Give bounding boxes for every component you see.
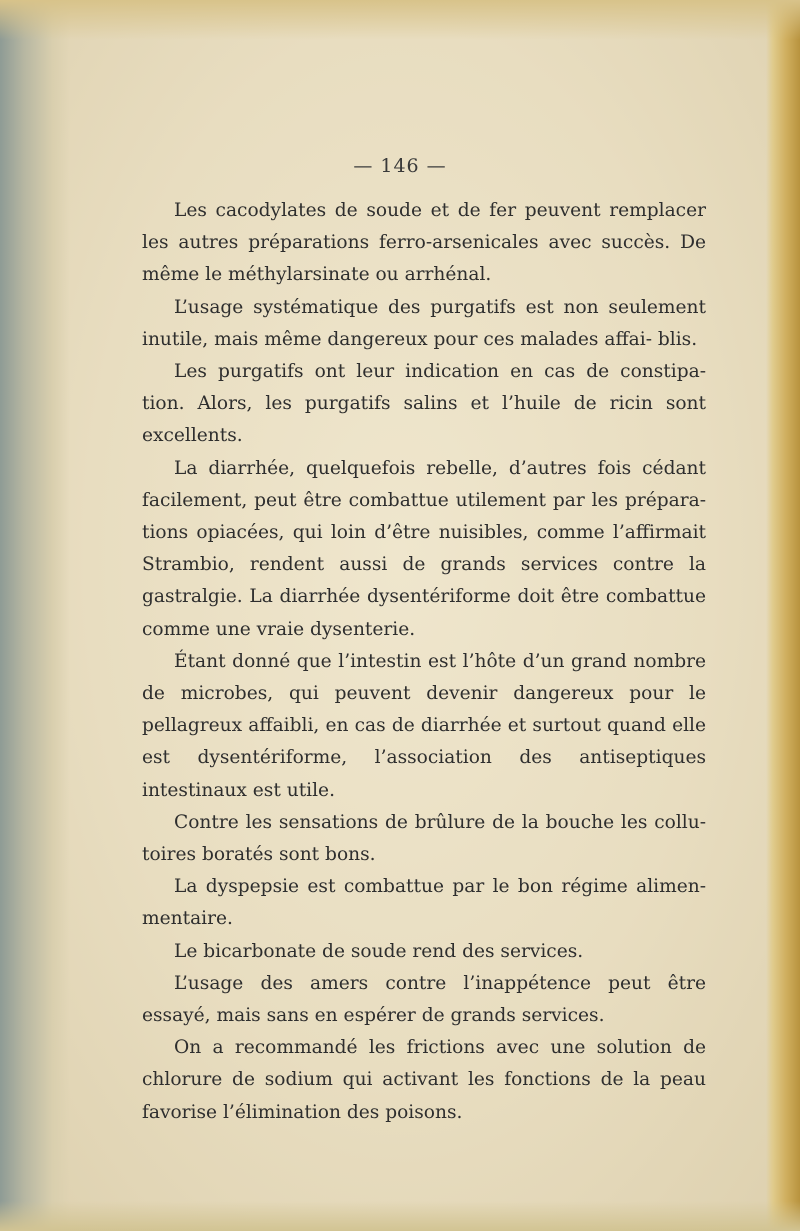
page-number: — 146 — (353, 155, 447, 177)
page-edge-top (0, 0, 800, 40)
paragraph-purgatifs-indication: Les purgatifs ont leur indication en cas de constipa- tion. Alors, les purgatifs salins et l’huile de ricin sont excellents. (142, 361, 706, 447)
body-text (142, 195, 706, 1129)
paragraph-dyspepsie: La dyspepsie est combattue par le bon régime alimen- mentaire. (142, 876, 706, 930)
page-edge-left (0, 0, 70, 1231)
paragraph-bicarbonate: Le bicarbonate de soude rend des services. (174, 940, 584, 962)
paragraph-purgatifs-usage: L’usage systématique des purgatifs est non seulement inutile, mais même dangereux pour ces malades affai- blis. (142, 296, 706, 350)
page-edge-bottom (0, 1201, 800, 1231)
page-edge-right (766, 0, 800, 1231)
paragraph-cacodylates: Les cacodylates de soude et de fer peuvent remplacer les autres préparations ferro-arsenicales avec succès. De même le méthylarsinate ou arrhénal. (142, 200, 706, 286)
paragraph-frictions: On a recommandé les frictions avec une solution de chlorure de sodium qui activant les fonctions de la peau favorise l’élimination des poisons. (142, 1037, 706, 1123)
paragraph-brulure: Contre les sensations de brûlure de la bouche les collu- toires boratés sont bons. (142, 811, 706, 866)
paragraph-antiseptiques: Étant donné que l’intestin est l’hôte d’un grand nombre de microbes, qui peuvent devenir dangereux pour le pellagreux affaibli, en cas de diarrhée et surtout quand elle est dysentériforme, l’association des antiseptiques intestinaux est utile. (142, 650, 706, 801)
paragraph-amers: L’usage des amers contre l’inappétence peut être essayé, mais sans en espérer de grands services. (142, 972, 706, 1027)
paragraph-diarrhee: La diarrhée, quelquefois rebelle, d’autres fois cédant facilement, peut être combattue utilement par les prépara- tions opiacées, qui loin d’être nuisibles, comme l’affirmait Strambio, rendent aussi de grands services contre la gastralgie. La diarrhée dysentériforme doit être combattue comme une vraie dysenterie. (142, 457, 706, 640)
